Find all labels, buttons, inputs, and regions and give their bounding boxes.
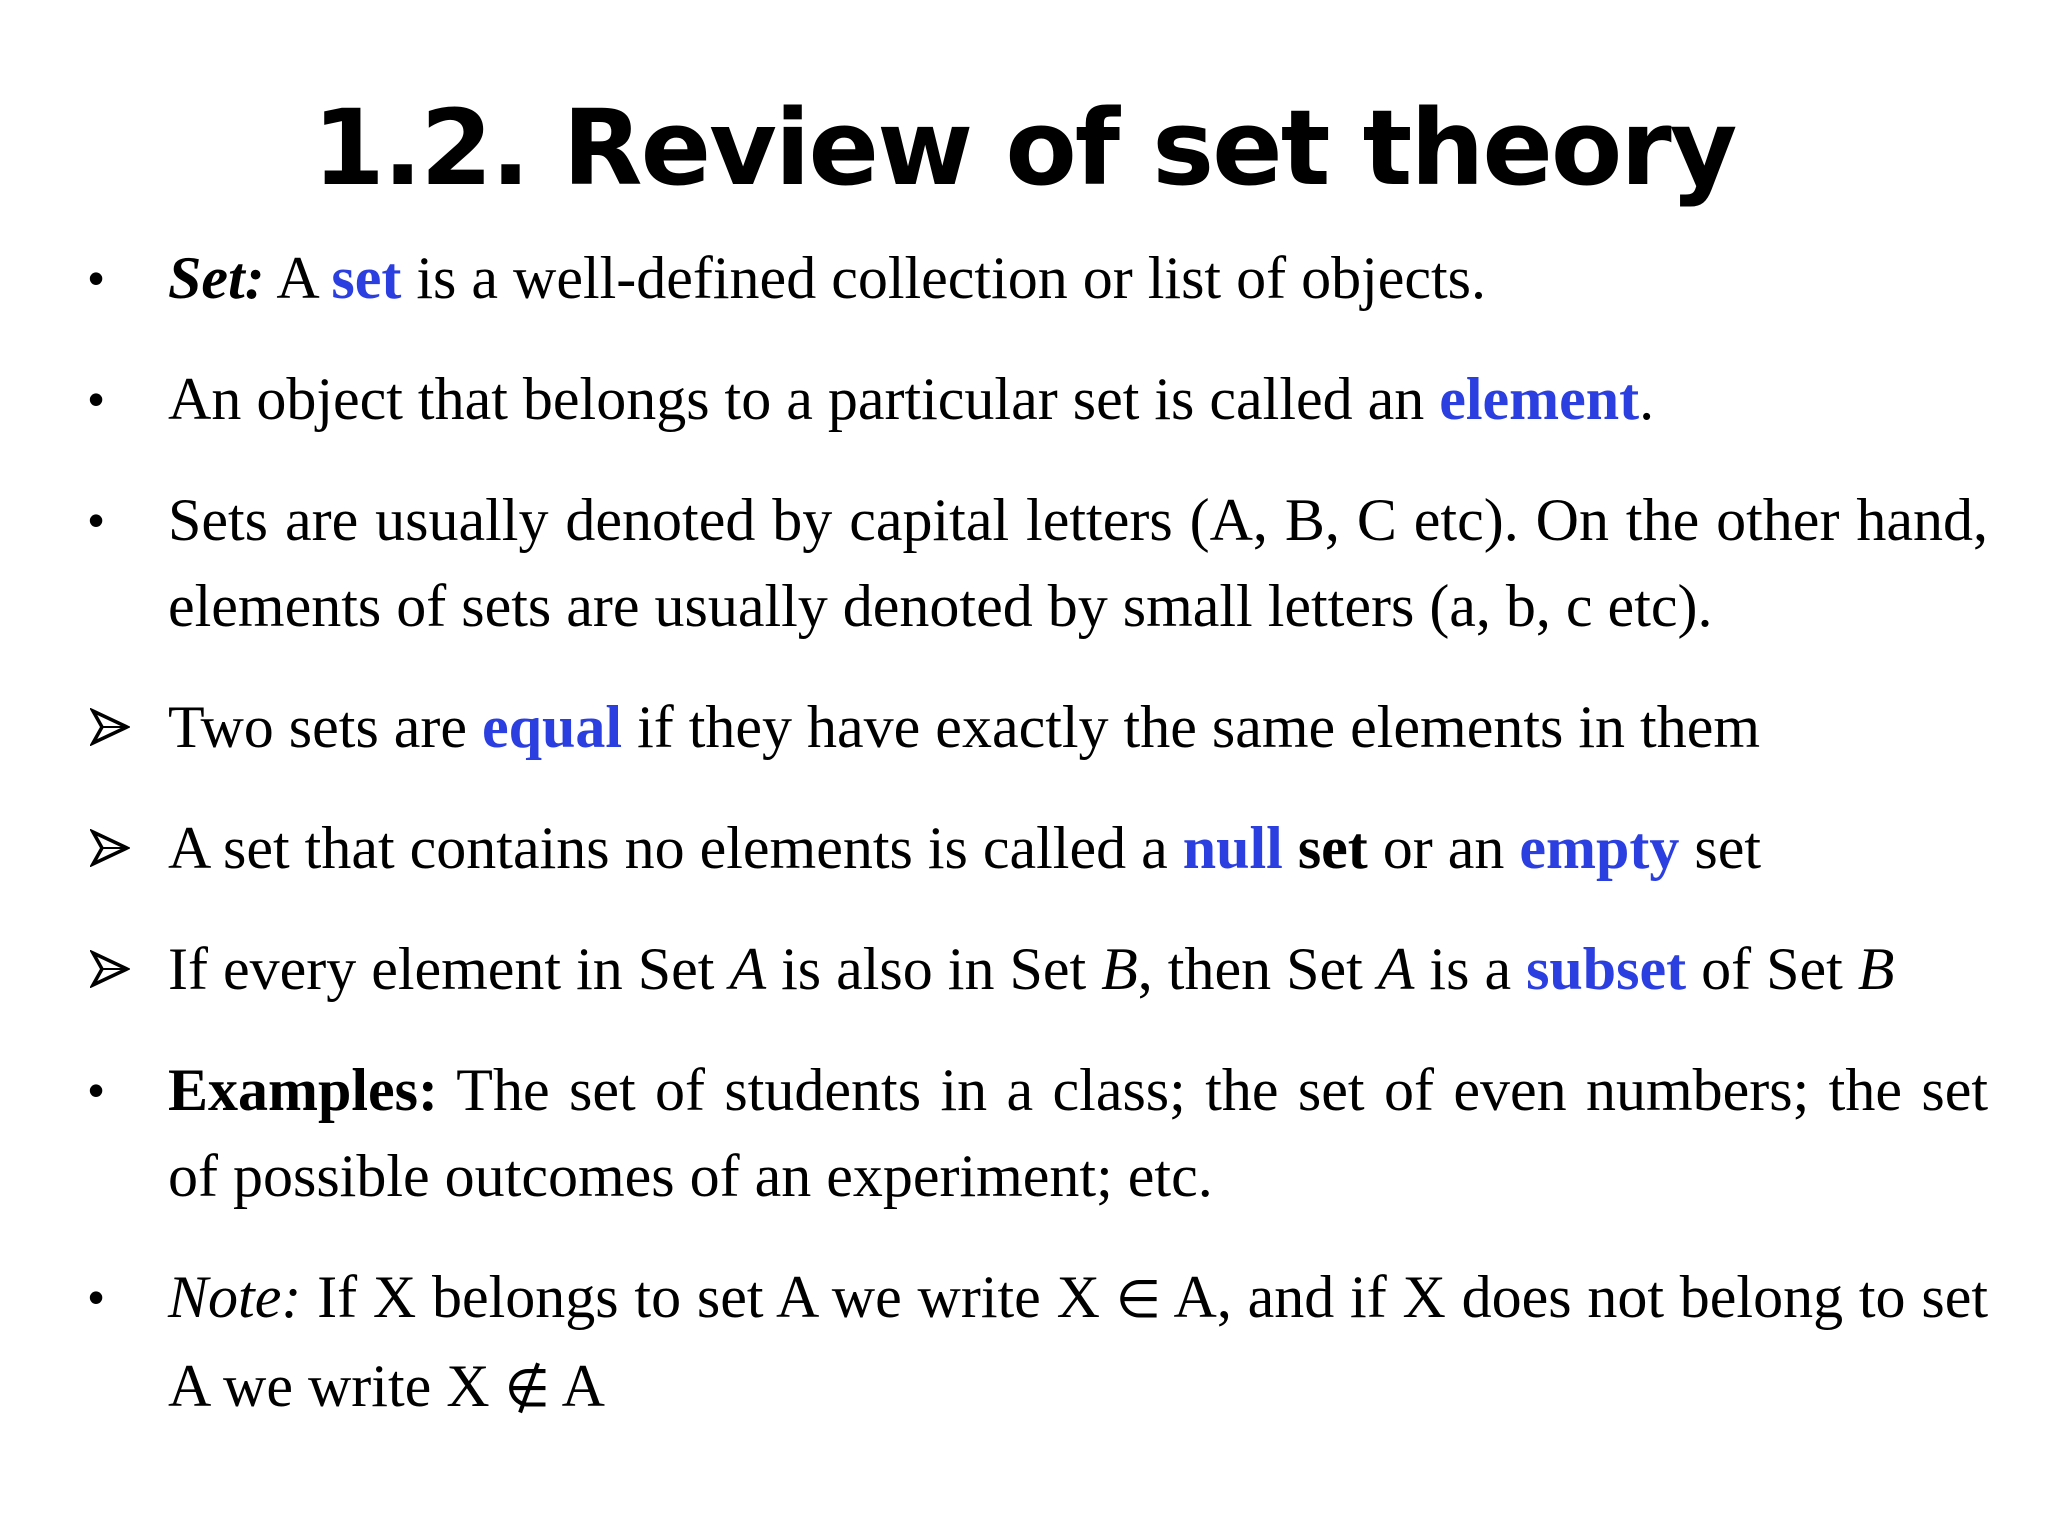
highlight-set: set xyxy=(331,245,402,311)
text-fragment: is a xyxy=(1414,936,1527,1002)
slide-title: 1.2. Review of set theory xyxy=(312,87,1736,209)
bullet-item-examples xyxy=(86,1047,1988,1219)
arrow-item-subset xyxy=(86,926,1988,1012)
bullet-dot-icon: • xyxy=(88,1064,105,1116)
text-fragment: A xyxy=(264,245,332,311)
text-fragment: If every element in Set xyxy=(168,936,730,1002)
text-fragment: Sets are usually denoted by capital letters (A, B, C etc). On the other hand, elements of sets are usually denoted by small letters (a, b, c etc). xyxy=(168,487,1988,639)
bold-set: set xyxy=(1297,815,1368,881)
text-fragment: . xyxy=(1639,366,1655,432)
bullet-item-set-definition xyxy=(86,235,1988,321)
slide-body xyxy=(86,235,1988,1467)
text-fragment: , then Set xyxy=(1137,936,1378,1002)
italic-variable: A xyxy=(1377,936,1415,1002)
text-fragment: or an xyxy=(1367,815,1520,881)
text-fragment: set xyxy=(1679,815,1762,881)
arrow-item-empty-set xyxy=(86,805,1988,891)
arrow-right-outline-icon xyxy=(90,926,138,1012)
arrow-right-outline-icon xyxy=(90,805,138,891)
bullet-dot-icon: • xyxy=(88,252,105,304)
text-fragment: Two sets are xyxy=(168,694,483,760)
not-element-of-symbol: ∉ xyxy=(504,1359,550,1419)
text-fragment: A, and if X does not belong to set A we write X xyxy=(168,1264,1988,1419)
examples-label: Examples: xyxy=(168,1057,438,1123)
bullet-dot-icon: • xyxy=(88,1271,105,1323)
set-term-label: Set: xyxy=(168,245,265,311)
highlight-null: null xyxy=(1182,815,1283,881)
bullet-item-notation xyxy=(86,477,1988,649)
italic-variable: A xyxy=(729,936,767,1002)
text-fragment: is also in Set xyxy=(766,936,1102,1002)
bullet-dot-icon: • xyxy=(88,373,105,425)
arrow-item-equal-sets xyxy=(86,684,1988,770)
highlight-subset: subset xyxy=(1526,936,1687,1002)
bullet-item-element-definition xyxy=(86,356,1988,442)
bullet-dot-icon: • xyxy=(88,494,105,546)
text-fragment: if they have exactly the same elements in them xyxy=(622,694,1761,760)
text-fragment: of Set xyxy=(1686,936,1858,1002)
bullet-item-note xyxy=(86,1254,1988,1432)
text-fragment: If X belongs to set A we write X xyxy=(301,1264,1116,1330)
text-fragment: An object that belongs to a particular set is called an xyxy=(168,366,1440,432)
arrow-right-outline-icon xyxy=(90,684,138,770)
text-fragment: A set that contains no elements is called a xyxy=(168,815,1183,881)
italic-variable: B xyxy=(1857,936,1895,1002)
text-fragment: is a well-defined collection or list of objects. xyxy=(401,245,1487,311)
text-fragment: A xyxy=(549,1353,605,1419)
highlight-element: element xyxy=(1439,366,1640,432)
italic-variable: B xyxy=(1101,936,1138,1002)
highlight-equal: equal xyxy=(482,694,623,760)
element-of-symbol: ∈ xyxy=(1115,1270,1162,1330)
note-label: Note: xyxy=(168,1264,302,1330)
text-fragment: The set of students in a class; the set of even numbers; the set of possible outcomes of an experiment; etc. xyxy=(168,1057,1988,1209)
highlight-empty: empty xyxy=(1519,815,1680,881)
